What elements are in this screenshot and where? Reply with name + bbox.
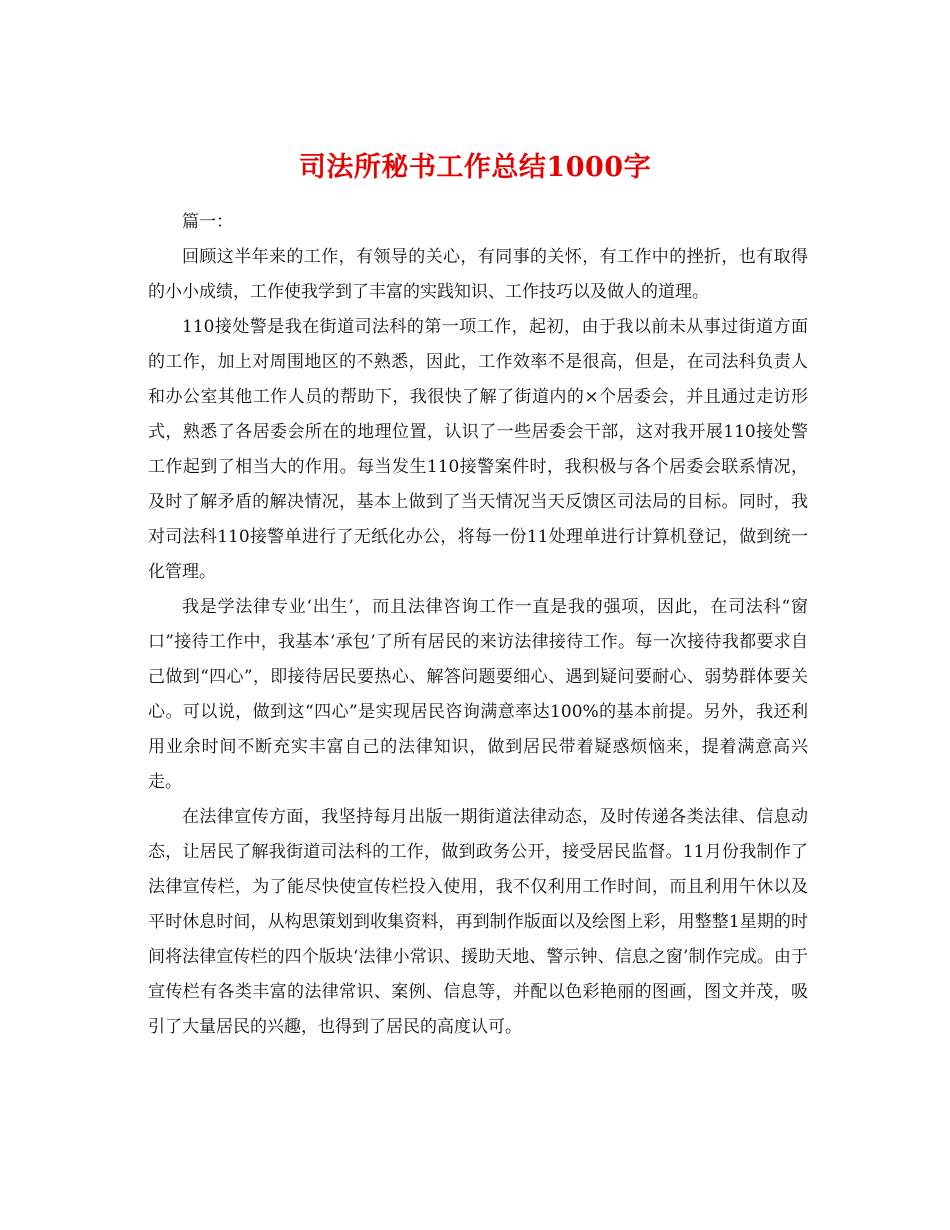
- page-title: 司法所秘书工作总结1000字: [298, 152, 652, 184]
- section-label: 篇一：: [182, 212, 233, 232]
- paragraph-legal-consultation: 我是学法律专业‘出生’，而且法律咨询工作一直是我的强项，因此，在司法科“窗口”接待工作中，我基本‘承包’了所有居民的来访法律接待工作。每一次接待我都要求自己做到“四心”，即接待居民要热心、解答问题要细心、遇到疑问要耐心、弱势群体要关心。可以说，做到这“四心”是实现居民咨询满意率达100%的基本前提。另外，我还利用业余时间不断充实丰富自己的法律知识，做到居民带着疑惑烦恼来，提着满意高兴走。: [148, 597, 808, 792]
- document-body: [148, 205, 808, 1045]
- paragraph-legal-publicity: 在法律宣传方面，我坚持每月出版一期街道法律动态，及时传递各类法律、信息动态，让居民了解我街道司法科的工作，做到政务公开，接受居民监督。11月份我制作了法律宣传栏，为了能尽快使宣传栏投入使用，我不仅利用工作时间，而且利用午休以及平时休息时间，从构思策划到收集资料，再到制作版面以及绘图上彩，用整整1星期的时间将法律宣传栏的四个版块‘法律小常识、援助天地、警示钟、信息之窗’制作完成。由于宣传栏有各类丰富的法律常识、案例、信息等，并配以色彩艳丽的图画，图文并茂，吸引了大量居民的兴趣，也得到了居民的高度认可。: [148, 807, 808, 1037]
- paragraph-review: 回顾这半年来的工作，有领导的关心，有同事的关怀，有工作中的挫折，也有取得的小小成绩，工作使我学到了丰富的实践知识、工作技巧以及做人的道理。: [148, 247, 808, 302]
- paragraph-110-dispatch: 110接处警是我在街道司法科的第一项工作，起初，由于我以前未从事过街道方面的工作，加上对周围地区的不熟悉，因此，工作效率不是很高，但是，在司法科负责人和办公室其他工作人员的帮助下，我很快了解了街道内的×个居委会，并且通过走访形式，熟悉了各居委会所在的地理位置，认识了一些居委会干部，这对我开展110接处警工作起到了相当大的作用。每当发生110接警案件时，我积极与各个居委会联系情况，及时了解矛盾的解决情况，基本上做到了当天情况当天反馈区司法局的目标。同时，我对司法科110接警单进行了无纸化办公，将每一份11处理单进行计算机登记，做到统一化管理。: [148, 317, 808, 582]
